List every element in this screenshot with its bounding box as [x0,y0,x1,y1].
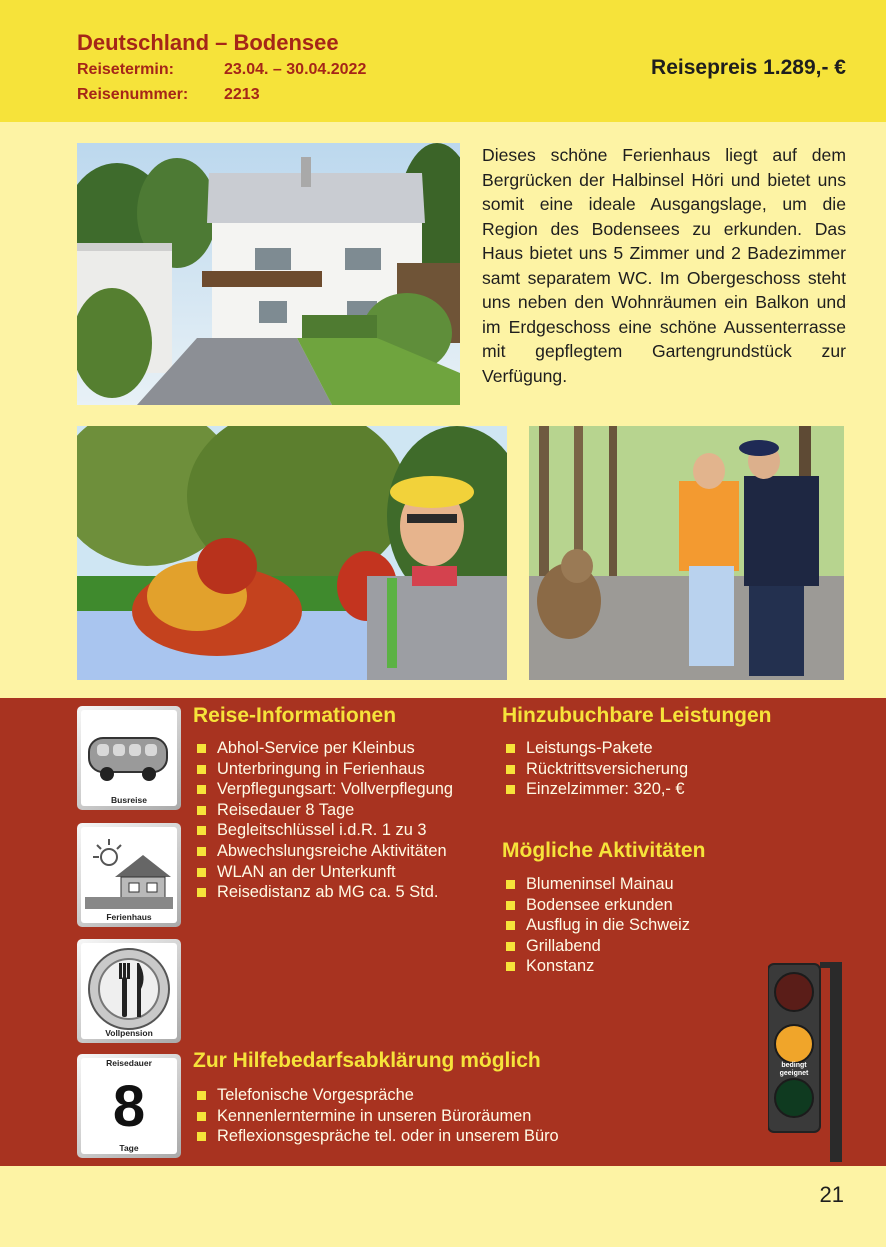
list-item: Ausflug in die Schweiz [502,915,690,936]
list-item: Bodensee erkunden [502,895,690,916]
house-tile [77,823,181,927]
list-item: Grillabend [502,936,690,957]
bus-tile [77,706,181,810]
list-item: Unterbringung in Ferienhaus [193,759,453,780]
trip-price: Reisepreis 1.289,- € [651,56,846,79]
list-item: Reisedauer 8 Tage [193,800,453,821]
list-item: Verpflegungsart: Vollverpflegung [193,779,453,800]
trip-number-row [77,86,260,104]
duration-tile-top: Reisedauer [106,1058,152,1068]
trip-number-value: 2213 [224,86,260,103]
hilfebedarf-list [193,1085,559,1147]
list-item: Abhol-Service per Kleinbus [193,738,453,759]
reise-info-heading: Reise-Informationen [193,704,397,727]
info-section [0,698,886,1166]
header-band [0,0,886,122]
duration-tile-number: 8 [112,1074,146,1139]
house-icon [85,835,173,909]
list-item: Abwechslungsreiche Aktivitäten [193,841,453,862]
trip-date-value: 23.04. – 30.04.2022 [224,61,367,78]
traffic-light [768,962,844,1162]
trip-date-row [77,61,366,79]
plate-cutlery-icon [87,947,171,1031]
list-item: Kennenlerntermine in unseren Büroräumen [193,1106,559,1127]
trip-date-label: Reisetermin: [77,61,174,78]
aktivitaeten-list [502,874,690,977]
traffic-light-label-1: bedingt [781,1062,807,1069]
bus-icon [87,732,171,784]
trip-number-label: Reisenummer: [77,86,189,103]
intro-text: Dieses schöne Ferienhaus liegt auf dem Bergrücken der Halbinsel Höri und bietet uns somit eine ideale Ausgangslage, um die Region des Bodensees zu erkunden. Das Haus bietet uns 5 Zimmer und 2 Badezimmer samt separatem WC. Im Obergeschoss steht uns neben den Wohnräumen ein Balkon und im Erdgeschoss eine schöne Aussenterrasse mit gepflegtem Gartengrundstück zur Verfügung. [482,145,846,386]
list-item: Begleitschlüssel i.d.R. 1 zu 3 [193,820,453,841]
bus-tile-caption: Busreise [111,795,147,805]
traffic-light-label [768,1062,820,1078]
list-item: WLAN an der Unterkunft [193,862,453,883]
page-number: 21 [819,1182,844,1207]
hinzu-heading: Hinzubuchbare Leistungen [502,704,772,727]
house-tile-caption: Ferienhaus [106,912,152,922]
aktivitaeten-heading: Mögliche Aktivitäten [502,839,706,862]
list-item: Leistungs-Pakete [502,738,688,759]
food-tile-caption: Vollpension [105,1028,153,1038]
food-tile [77,939,181,1043]
list-item: Blumeninsel Mainau [502,874,690,895]
hilfebedarf-heading: Zur Hilfebedarfsabklärung möglich [193,1049,541,1072]
list-item: Rücktrittsversicherung [502,759,688,780]
mainau-photo [77,426,507,680]
list-item: Telefonische Vorgespräche [193,1085,559,1106]
trip-title: Deutschland – Bodensee [77,30,339,55]
list-item: Konstanz [502,956,690,977]
house-photo [77,143,460,405]
duration-tile-caption: Tage [119,1143,139,1153]
hinzu-list [502,738,688,800]
affenberg-photo [529,426,844,680]
duration-tile [77,1054,181,1158]
traffic-light-label-2: geeignet [779,1070,809,1077]
list-item: Reisedistanz ab MG ca. 5 Std. [193,882,453,903]
list-item: Einzelzimmer: 320,- € [502,779,688,800]
list-item: Reflexionsgespräche tel. oder in unserem Büro [193,1126,559,1147]
reise-info-list [193,738,453,903]
